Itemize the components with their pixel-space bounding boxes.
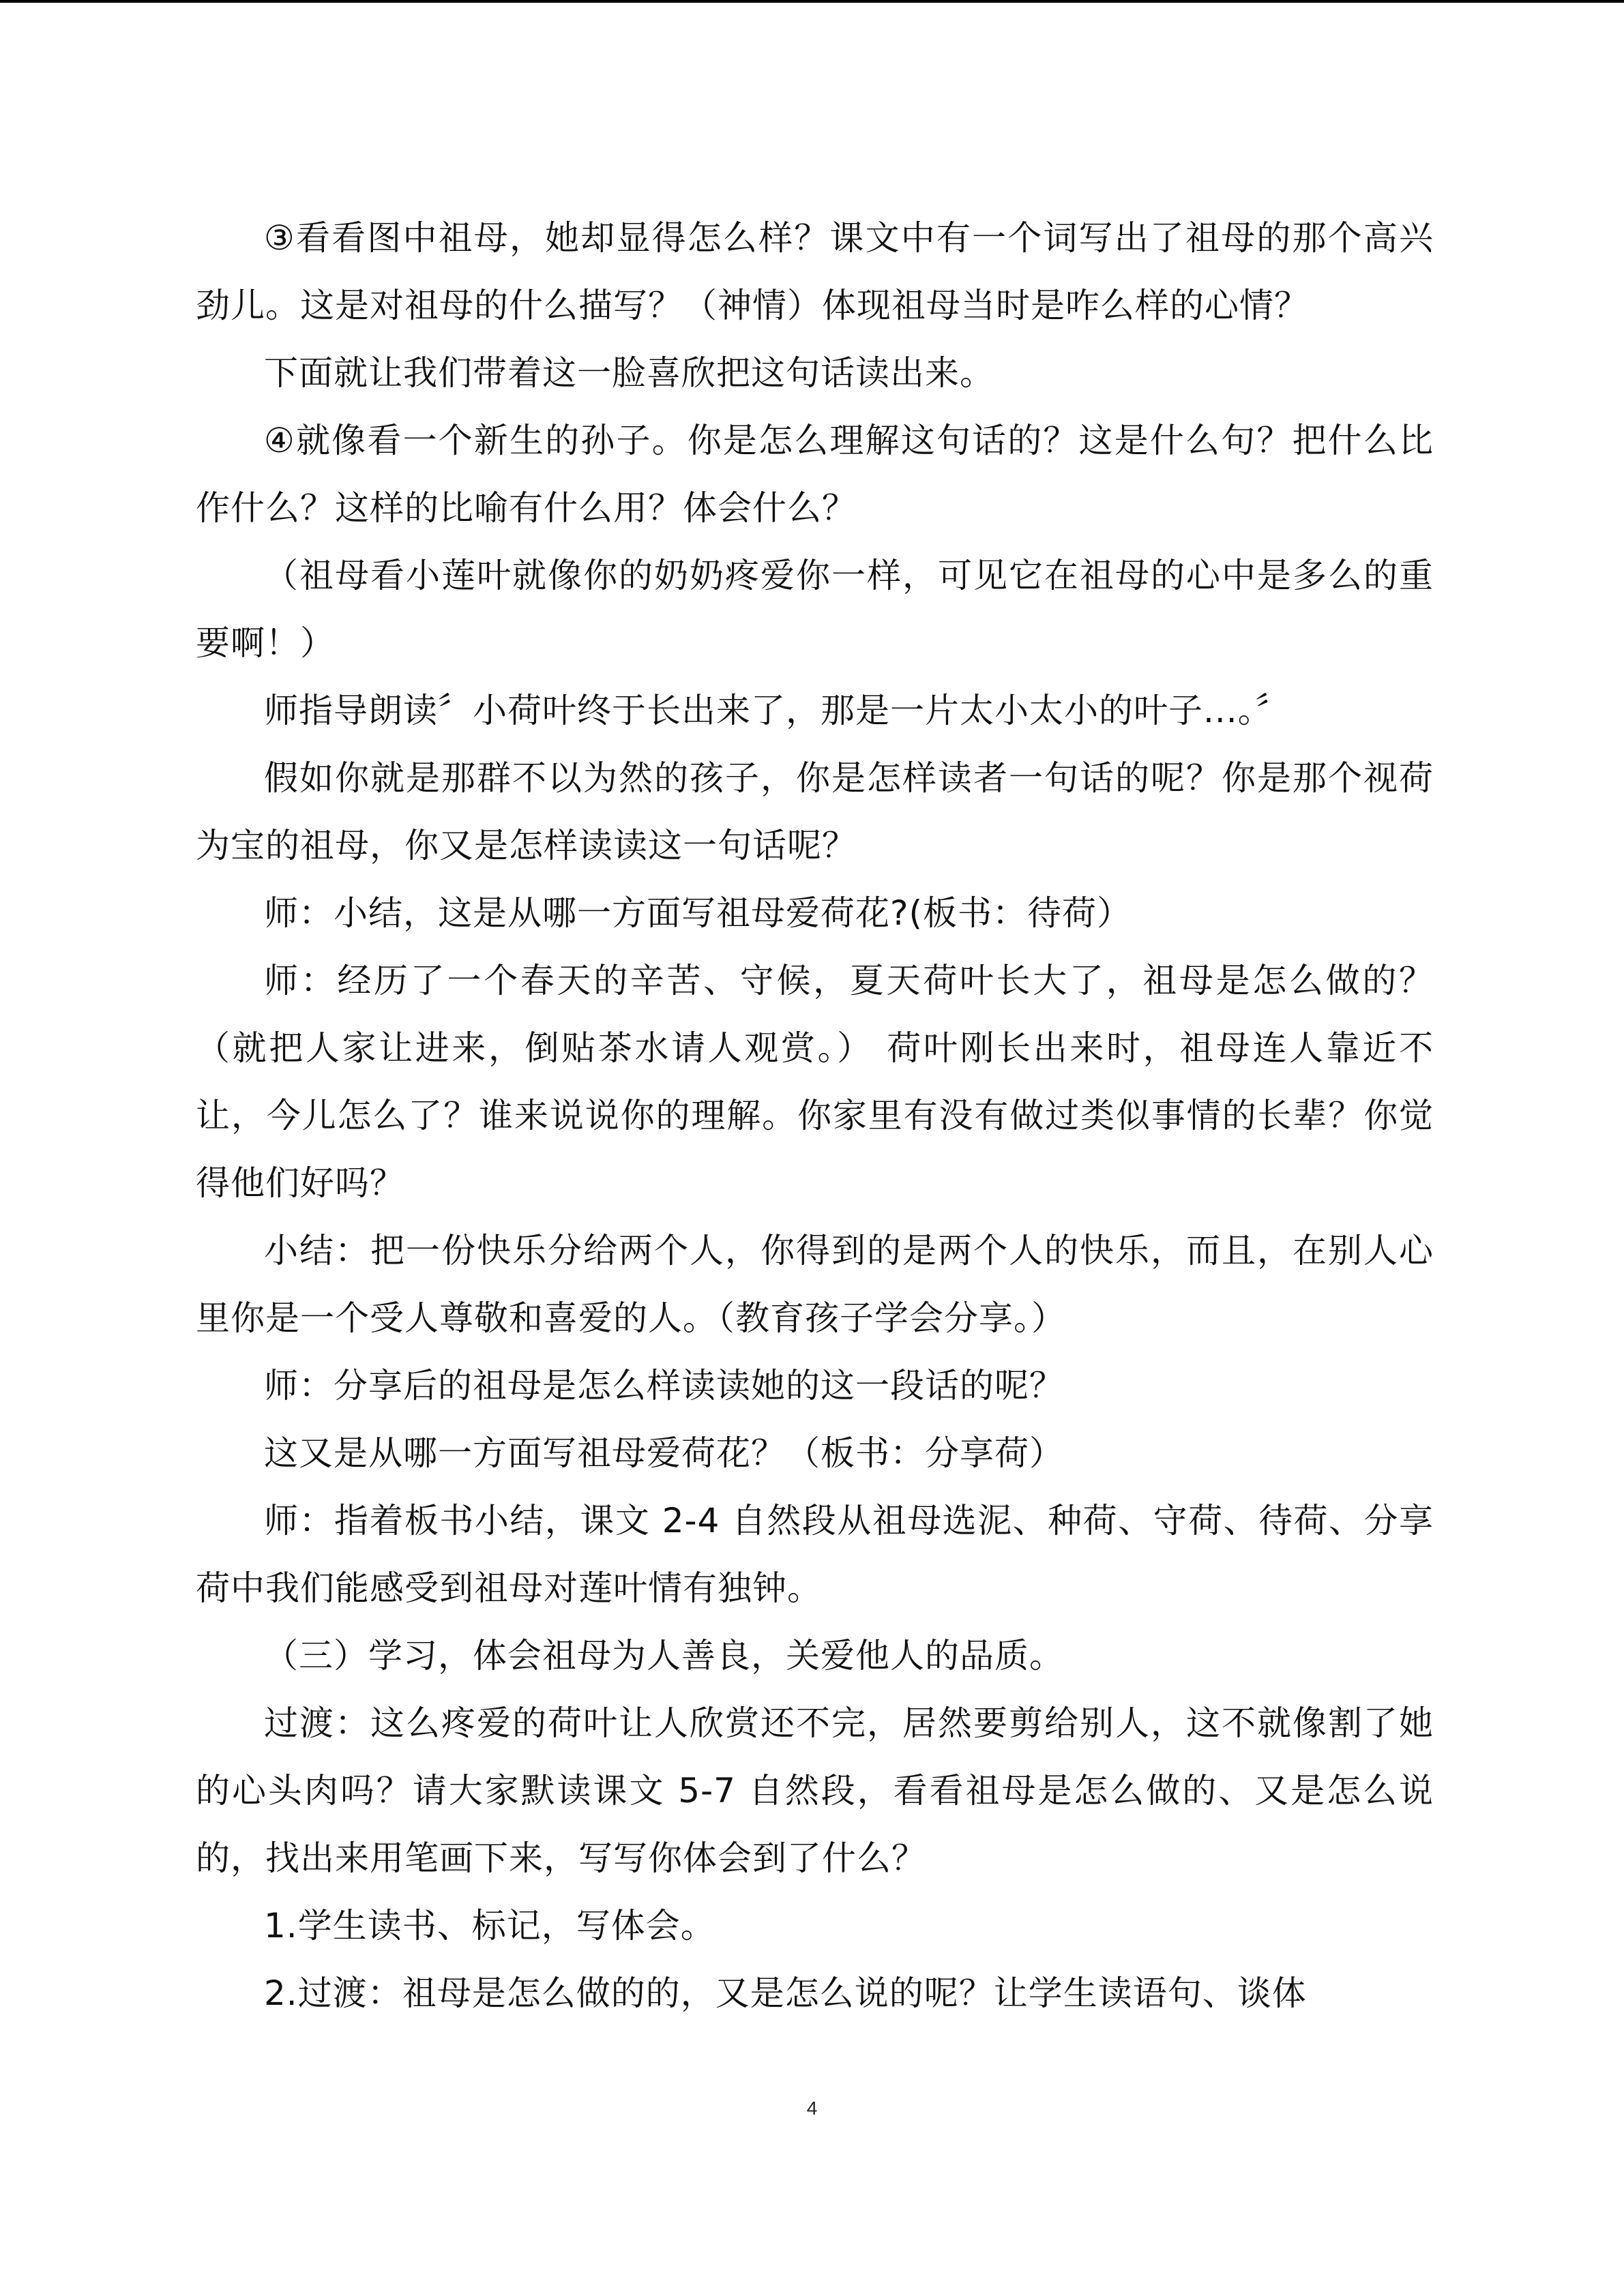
paragraph-16: 2.过渡：祖母是怎么做的的，又是怎么说的呢？让学生读语句、谈体	[264, 1973, 1307, 2013]
page-number: 4	[806, 2098, 818, 2119]
paragraph-8: 师：经历了一个春天的辛苦、守候，夏天荷叶长大了，祖母是怎么做的？（就把人家让进来，倒贴茶水请人观赏。） 荷叶刚长出来时，祖母连人靠近不让，今儿怎么了？谁来说说你的理解。你家里有没有做过类似事情的长辈？你觉得他们好吗？	[196, 961, 1434, 1203]
top-border-line	[0, 0, 1624, 3]
paragraph-1: ③看看图中祖母，她却显得怎么样？课文中有一个词写出了祖母的那个高兴劲儿。这是对祖母的什么描写？（神情）体现祖母当时是咋么样的心情？	[196, 218, 1434, 325]
paragraph-2: 下面就让我们带着这一脸喜欣把这句话读出来。	[264, 353, 994, 393]
paragraph-9: 小结：把一份快乐分给两个人，你得到的是两个人的快乐，而且，在别人心里你是一个受人尊敬和喜爱的人。（教育孩子学会分享。）	[196, 1231, 1434, 1338]
paragraph-5: 师指导朗读〞小荷叶终于长出来了，那是一片太小太小的叶子...。〞	[264, 691, 1290, 730]
paragraph-4: （祖母看小莲叶就像你的奶奶疼爱你一样，可见它在祖母的心中是多么的重要啊！）	[196, 556, 1434, 663]
paragraph-7: 师：小结，这是从哪一方面写祖母爱荷花?(板书：待荷）	[264, 893, 1132, 933]
paragraph-15: 1.学生读书、标记，写体会。	[264, 1906, 715, 1945]
paragraph-14: 过渡：这么疼爱的荷叶让人欣赏还不完，居然要剪给别人，这不就像割了她的心头肉吗？请大家默读课文 5-7 自然段，看看祖母是怎么做的、又是怎么说的，找出来用笔画下来，写写你体会到了什么？	[196, 1703, 1434, 1878]
paragraph-13: （三）学习，体会祖母为人善良，关爱他人的品质。	[264, 1636, 1064, 1675]
document-body	[196, 205, 1434, 2027]
paragraph-11: 这又是从哪一方面写祖母爱荷花？（板书：分享荷）	[264, 1433, 1064, 1473]
paragraph-12: 师：指着板书小结，课文 2-4 自然段从祖母选泥、种荷、守荷、待荷、分享荷中我们能感受到祖母对莲叶情有独钟。	[196, 1501, 1434, 1608]
paragraph-3: ④就像看一个新生的孙子。你是怎么理解这句话的？这是什么句？把什么比作什么？这样的比喻有什么用？体会什么？	[196, 421, 1434, 528]
paragraph-6: 假如你就是那群不以为然的孩子，你是怎样读者一句话的呢？你是那个视荷为宝的祖母，你又是怎样读读这一句话呢？	[196, 758, 1434, 865]
paragraph-10: 师：分享后的祖母是怎么样读读她的这一段话的呢？	[264, 1366, 1064, 1405]
